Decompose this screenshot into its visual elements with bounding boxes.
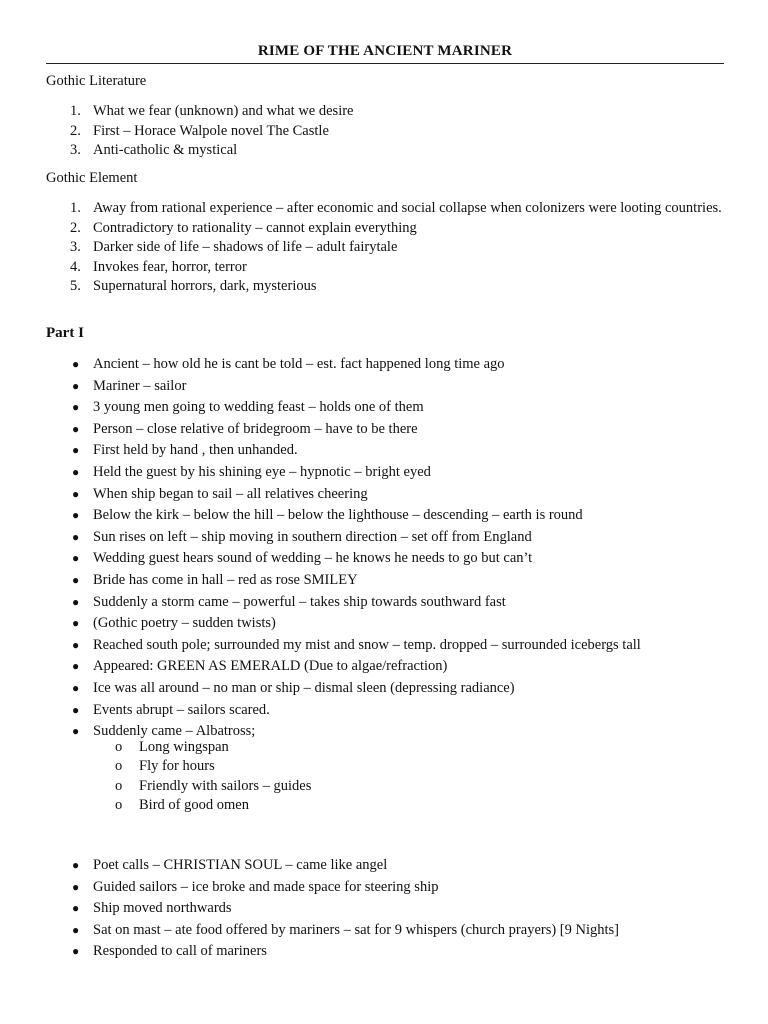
sub-bullet-item	[46, 777, 724, 796]
item-text: Fly for hours	[139, 758, 215, 775]
part-1-list	[46, 354, 724, 743]
bullet-icon: ●	[72, 702, 80, 717]
item-text: Anti-catholic & mystical	[93, 142, 238, 158]
item-text: Invokes fear, horror, terror	[93, 258, 247, 275]
list-item	[46, 141, 724, 161]
bullet-item	[46, 527, 724, 549]
item-text: Reached south pole; surrounded my mist and snow – temp. dropped – surrounded icebergs tall	[93, 636, 641, 653]
document-title: RIME OF THE ANCIENT MARINER	[257, 43, 513, 59]
bullet-icon: ●	[72, 594, 80, 609]
item-text: Responded to call of mariners	[93, 943, 267, 960]
bullet-icon: ●	[72, 879, 80, 894]
item-text: Supernatural horrors, dark, mysterious	[93, 278, 317, 294]
bullet-item	[46, 548, 724, 570]
bullet-icon: ●	[72, 464, 80, 479]
title-divider	[46, 63, 724, 64]
bullet-icon: ●	[72, 680, 80, 695]
bullet-icon: ●	[72, 637, 80, 652]
bullet-icon: ●	[72, 421, 80, 436]
bullet-item	[46, 941, 724, 963]
bullet-item	[46, 570, 724, 592]
bullet-item	[46, 635, 724, 657]
item-text: Sat on mast – ate food offered by mariners – sat for 9 whispers (church prayers) [9 Nights]	[93, 921, 620, 938]
bullet-icon: ●	[72, 724, 80, 739]
item-text: Poet calls – CHRISTIAN SOUL – came like angel	[93, 857, 388, 873]
item-number: 2.	[70, 219, 81, 236]
item-number: 1.	[70, 200, 81, 216]
part-1-heading: Part I	[46, 325, 84, 341]
list-item	[46, 199, 724, 219]
item-text: When ship began to sail – all relatives cheering	[93, 485, 368, 502]
part-1-list-continued	[46, 855, 724, 963]
bullet-item	[46, 419, 724, 441]
item-text: Ship moved northwards	[93, 900, 232, 917]
item-text: Darker side of life – shadows of life – adult fairytale	[93, 239, 398, 255]
item-text: First – Horace Walpole novel The Castle	[93, 122, 329, 139]
bullet-item	[46, 354, 724, 376]
sub-bullet-item	[46, 738, 724, 757]
item-text: Wedding guest hears sound of wedding – he knows he needs to go but can’t	[93, 550, 533, 567]
bullet-item	[46, 855, 724, 877]
item-text: What we fear (unknown) and what we desire	[93, 103, 354, 119]
bullet-item	[46, 700, 724, 722]
item-text: Contradictory to rationality – cannot explain everything	[93, 219, 417, 236]
bullet-icon: ●	[72, 443, 80, 458]
circle-bullet-icon: o	[115, 777, 123, 794]
item-text: Ice was all around – no man or ship – dismal sleen (depressing radiance)	[93, 679, 515, 696]
sub-bullet-item	[46, 796, 724, 815]
item-text: Bird of good omen	[139, 797, 249, 814]
item-text: Appeared: GREEN AS EMERALD (Due to algae/refraction)	[93, 658, 448, 675]
item-number: 3.	[70, 142, 81, 158]
bullet-icon: ●	[72, 944, 80, 959]
item-text: Mariner – sailor	[93, 377, 187, 394]
bullet-item	[46, 920, 724, 942]
item-number: 1.	[70, 103, 81, 119]
gothic-literature-heading: Gothic Literature	[46, 73, 147, 89]
item-text: Person – close relative of bridegroom – have to be there	[93, 420, 418, 437]
bullet-item	[46, 592, 724, 614]
item-number: 2.	[70, 122, 81, 139]
sub-bullet-item	[46, 757, 724, 776]
gothic-literature-list	[46, 102, 724, 161]
circle-bullet-icon: o	[115, 758, 123, 775]
bullet-icon: ●	[72, 551, 80, 566]
gothic-element-list	[46, 199, 724, 297]
list-item	[46, 122, 724, 142]
list-item	[46, 219, 724, 239]
bullet-icon: ●	[72, 508, 80, 523]
bullet-icon: ●	[72, 378, 80, 393]
item-text: Sun rises on left – ship moving in southern direction – set off from England	[93, 528, 532, 545]
bullet-item	[46, 397, 724, 419]
item-text: 3 young men going to wedding feast – holds one of them	[93, 399, 424, 416]
item-text: Long wingspan	[139, 739, 229, 755]
bullet-item	[46, 656, 724, 678]
list-item	[46, 277, 724, 297]
list-item	[46, 258, 724, 278]
albatross-sublist	[46, 738, 724, 816]
bullet-item	[46, 484, 724, 506]
circle-bullet-icon: o	[115, 739, 123, 755]
bullet-item	[46, 613, 724, 635]
list-item	[46, 238, 724, 258]
item-text: Held the guest by his shining eye – hypnotic – bright eyed	[93, 463, 431, 480]
bullet-item	[46, 505, 724, 527]
bullet-item	[46, 440, 724, 462]
bullet-item	[46, 877, 724, 899]
bullet-icon: ●	[72, 357, 80, 371]
bullet-item	[46, 462, 724, 484]
item-text: Away from rational experience – after economic and social collapse when colonizers were looting countries.	[93, 200, 722, 216]
item-text: First held by hand , then unhanded.	[93, 442, 298, 459]
bullet-icon: ●	[72, 616, 80, 631]
bullet-icon: ●	[72, 659, 80, 674]
bullet-item	[46, 678, 724, 700]
bullet-icon: ●	[72, 901, 80, 916]
bullet-icon: ●	[72, 486, 80, 501]
bullet-icon: ●	[72, 572, 80, 587]
bullet-item	[46, 376, 724, 398]
bullet-item	[46, 898, 724, 920]
bullet-icon: ●	[72, 400, 80, 415]
item-number: 4.	[70, 258, 81, 275]
list-item	[46, 102, 724, 122]
item-text: Below the kirk – below the hill – below the lighthouse – descending – earth is round	[93, 507, 583, 524]
item-text: Suddenly a storm came – powerful – takes ship towards southward fast	[93, 593, 506, 610]
circle-bullet-icon: o	[115, 797, 123, 814]
bullet-icon: ●	[72, 922, 80, 937]
item-text: (Gothic poetry – sudden twists)	[93, 615, 276, 632]
item-text: Friendly with sailors – guides	[139, 777, 312, 794]
item-number: 3.	[70, 239, 81, 255]
gothic-element-heading: Gothic Element	[46, 170, 138, 186]
bullet-icon: ●	[72, 529, 80, 544]
item-text: Ancient – how old he is cant be told – est. fact happened long time ago	[93, 356, 505, 372]
item-text: Events abrupt – sailors scared.	[93, 701, 270, 718]
item-text: Bride has come in hall – red as rose SMILEY	[93, 571, 358, 588]
bullet-icon: ●	[72, 858, 80, 872]
item-text: Guided sailors – ice broke and made space for steering ship	[93, 878, 439, 895]
item-text: Suddenly came – Albatross;	[93, 723, 256, 740]
item-number: 5.	[70, 278, 81, 294]
